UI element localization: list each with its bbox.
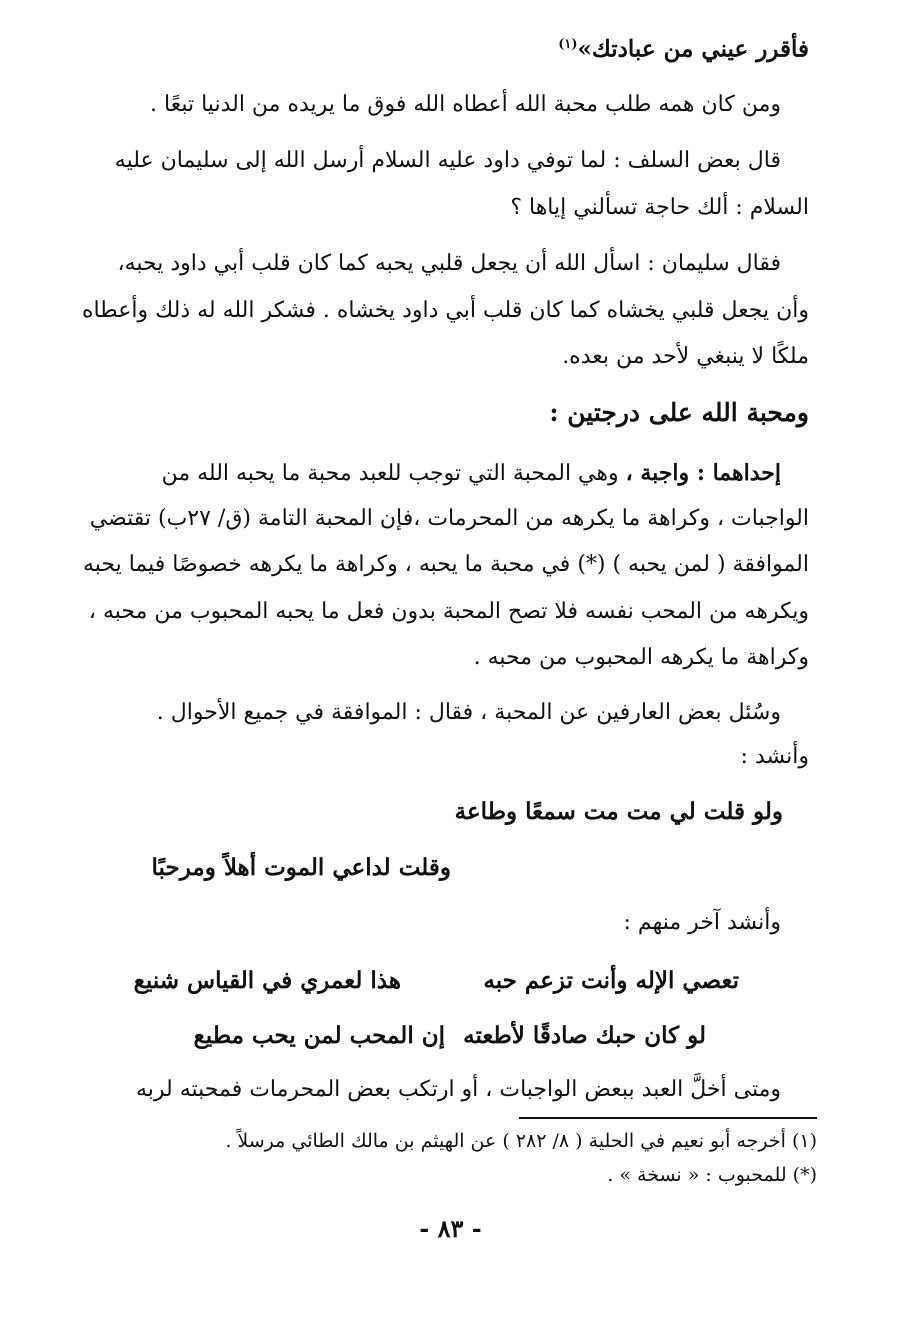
footnote-1: (١) أخرجه أبو نعيم في الحلية ( ٨/ ٢٨٢ ) عن الهيثم بن مالك الطائي مرسلاً . — [225, 1130, 817, 1152]
text-line-9: الواجبات ، وكراهة ما يكرهه من المحرمات ،فإن المحبة التامة (ق/ ٢٧ب) تقتضي — [89, 506, 809, 531]
text-line-15: وأنشد آخر منهم : — [623, 910, 781, 935]
verse-4-first-hemistich: لو كان حبك صادقًا لأطعته — [463, 1022, 706, 1049]
text-line-8-rest: وهي المحبة التي توجب للعبد محبة ما يحبه الله من — [161, 461, 626, 486]
text-line-1 — [558, 30, 809, 65]
text-line-13: وسُئل بعض العارفين عن المحبة ، فقال : الموافقة في جميع الأحوال . — [156, 700, 781, 725]
text-line-2: ومن كان همه طلب محبة الله أعطاه الله فوق ما يريده من الدنيا تبعًا . — [150, 92, 781, 117]
text-line-10: الموافقة ( لمن يحبه ) (*) في محبة ما يحبه ، وكراهة ما يكرهه خصوصًا فيما يحبه — [82, 552, 809, 577]
text-line-4: السلام : ألك حاجة تسألني إياها ؟ — [510, 195, 809, 220]
footnote-marker: (١) — [558, 37, 578, 52]
text-line-14: وأنشد : — [740, 744, 809, 769]
text-line-5: فقال سليمان : اسأل الله أن يجعل قلبي يحبه كما كان قلب أبي داود يحبه، — [117, 251, 781, 276]
text-line-8 — [162, 458, 781, 489]
footnote-divider — [519, 1117, 817, 1119]
text-line-6: وأن يجعل قلبي يخشاه كما كان قلب أبي داود يخشاه . فشكر الله له ذلك وأعطاه — [81, 298, 809, 323]
verse-3-first-hemistich: تعصي الإله وأنت تزعم حبه — [483, 967, 739, 994]
verse-2: وقلت لداعي الموت أهلاً ومرحبًا — [151, 854, 451, 881]
text-line-3: قال بعض السلف : لما توفي داود عليه السلام أرسل الله إلى سليمان عليه — [114, 148, 781, 173]
text-line-11: ويكرهه من المحب نفسه فلا تصح المحبة بدون فعل ما يحبه المحبوب من محبه ، — [88, 599, 809, 624]
text-line-12: وكراهة ما يكرهه المحبوب من محبه . — [473, 645, 809, 670]
quote-end-text: فأقرر عيني من عبادتك» — [577, 35, 809, 63]
bold-lead: إحداهما : واجبة ، — [625, 460, 781, 486]
footnote-2: (*) للمحبوب : « نسخة » . — [607, 1164, 817, 1186]
text-line-7: ملكًا لا ينبغي لأحد من بعده. — [562, 344, 809, 369]
verse-4-second-hemistich: إن المحب لمن يحب مطيع — [193, 1022, 445, 1049]
verse-3-second-hemistich: هذا لعمري في القياس شنيع — [133, 967, 401, 994]
text-line-16: ومتى أخلَّ العبد ببعض الواجبات ، أو ارتكب بعض المحرمات فمحبته لربه — [135, 1077, 781, 1102]
verse-1: ولو قلت لي مت مت سمعًا وطاعة — [454, 798, 783, 825]
page-number: - ٨٣ - — [419, 1214, 482, 1243]
section-heading: ومحبة الله على درجتين : — [549, 398, 809, 427]
